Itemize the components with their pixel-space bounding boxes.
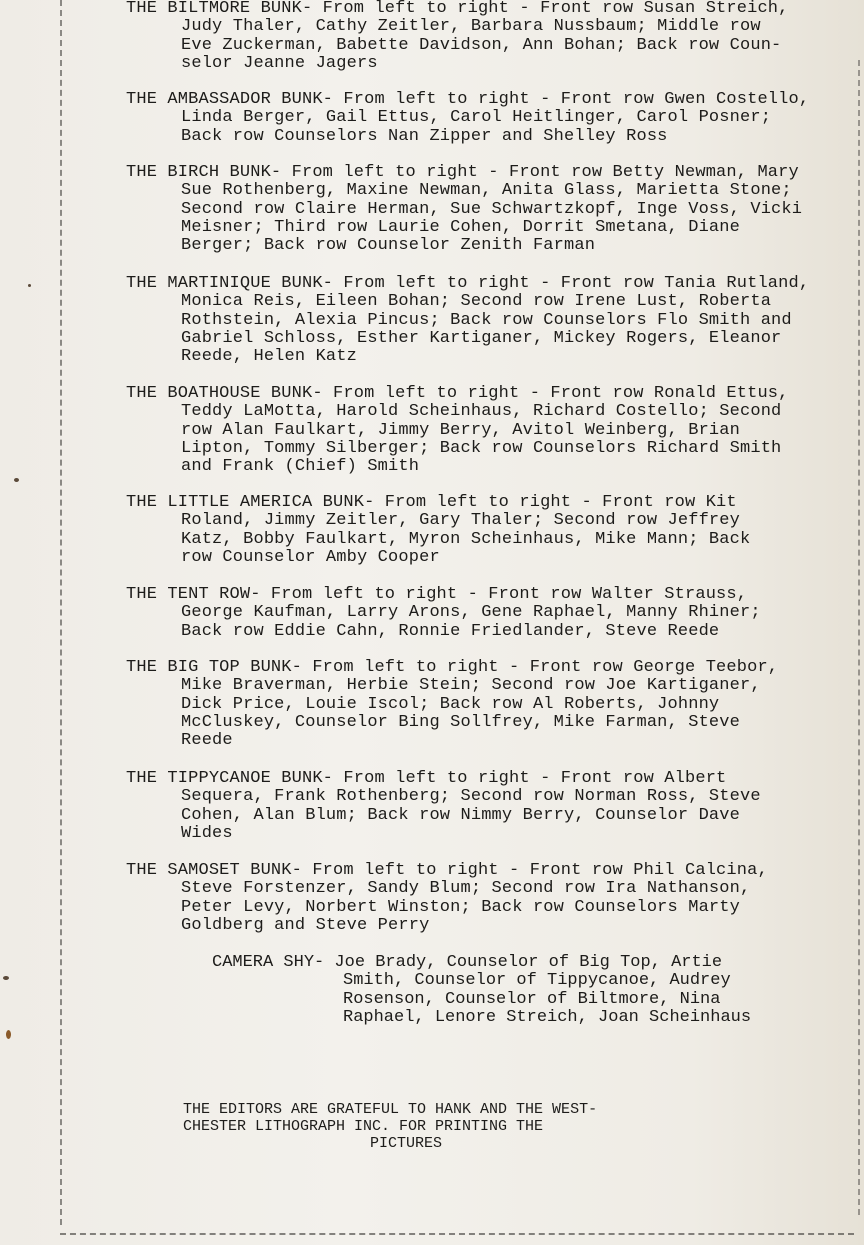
bunk-samoset [126, 862, 856, 935]
paragraph-line: row Alan Faulkart, Jimmy Berry, Avitol Weinberg, Brian [181, 420, 740, 440]
bunk-biltmore [126, 0, 856, 73]
paragraph-line: THE LITTLE AMERICA BUNK- From left to right - Front row Kit [126, 493, 737, 512]
left-dashed-border [60, 0, 62, 1225]
paragraph-line: Sequera, Frank Rothenberg; Second row Norman Ross, Steve [181, 787, 761, 807]
printing-credit [183, 1101, 803, 1152]
paragraph-line: Rothstein, Alexia Pincus; Back row Counselors Flo Smith and [181, 310, 792, 330]
paragraph-line: Reede, Helen Katz [181, 347, 357, 367]
camera-shy-section [212, 954, 832, 1027]
paragraph-line: PICTURES [370, 1135, 443, 1152]
paragraph-line: Roland, Jimmy Zeitler, Gary Thaler; Second row Jeffrey [181, 511, 740, 531]
paragraph-line: Teddy LaMotta, Harold Scheinhaus, Richard Costello; Second [181, 402, 782, 422]
paragraph-line: Lipton, Tommy Silberger; Back row Counselors Richard Smith [181, 438, 782, 458]
paragraph-line: selor Jeanne Jagers [181, 53, 378, 73]
paragraph-line: McCluskey, Counselor Bing Sollfrey, Mike Farman, Steve [181, 712, 740, 732]
paragraph-line: Second row Claire Herman, Sue Schwartzkopf, Inge Voss, Vicki [181, 199, 803, 219]
bunk-tent-row [126, 586, 856, 641]
paragraph-line: THE MARTINIQUE BUNK- From left to right - Front row Tania Rutland, [126, 274, 810, 293]
paragraph-line: Back row Counselors Nan Zipper and Shelley Ross [181, 126, 668, 146]
paragraph-line: Eve Zuckerman, Babette Davidson, Ann Bohan; Back row Coun- [181, 35, 782, 55]
paragraph-line: Dick Price, Louie Iscol; Back row Al Roberts, Johnny [181, 694, 720, 714]
bunk-birch [126, 164, 856, 255]
paragraph-line: Judy Thaler, Cathy Zeitler, Barbara Nussbaum; Middle row [181, 17, 761, 37]
paragraph-line: Raphael, Lenore Streich, Joan Scheinhaus [343, 1007, 752, 1027]
paragraph-line: THE TENT ROW- From left to right - Front row Walter Strauss, [126, 585, 748, 604]
paragraph-line: CAMERA SHY- Joe Brady, Counselor of Big Top, Artie [212, 953, 723, 972]
paragraph-line: THE AMBASSADOR BUNK- From left to right - Front row Gwen Costello, [126, 90, 810, 109]
bunk-ambassador [126, 91, 856, 146]
paragraph-line: Mike Braverman, Herbie Stein; Second row Joe Kartiganer, [181, 676, 761, 696]
bunk-martinique [126, 275, 856, 366]
bunk-boathouse [126, 385, 856, 476]
paragraph-line: Meisner; Third row Laurie Cohen, Dorrit Smetana, Diane [181, 217, 740, 237]
paragraph-line: Reede [181, 731, 233, 751]
paragraph-line: Wides [181, 823, 233, 843]
paragraph-line: Smith, Counselor of Tippycanoe, Audrey [343, 971, 731, 991]
paragraph-line: Back row Eddie Cahn, Ronnie Friedlander, Steve Reede [181, 621, 720, 641]
paragraph-line: George Kaufman, Larry Arons, Gene Raphael, Manny Rhiner; [181, 603, 761, 623]
bottom-dashed-border [60, 1233, 854, 1235]
right-dashed-border [858, 60, 860, 1215]
paragraph-line: THE BIRCH BUNK- From left to right - Front row Betty Newman, Mary [126, 163, 799, 182]
paragraph-line: Goldberg and Steve Perry [181, 915, 430, 935]
paragraph-line: row Counselor Amby Cooper [181, 547, 440, 567]
paragraph-line: Monica Reis, Eileen Bohan; Second row Irene Lust, Roberta [181, 292, 772, 312]
ink-speck [6, 1030, 11, 1039]
paragraph-line: THE EDITORS ARE GRATEFUL TO HANK AND THE WEST- [183, 1101, 598, 1118]
paragraph-line: CHESTER LITHOGRAPH INC. FOR PRINTING THE [183, 1118, 544, 1135]
bunk-tippycanoe [126, 770, 856, 843]
paragraph-line: Cohen, Alan Blum; Back row Nimmy Berry, Counselor Dave [181, 805, 740, 825]
paragraph-line: Gabriel Schloss, Esther Kartiganer, Mickey Rogers, Eleanor [181, 328, 782, 348]
paragraph-line: Steve Forstenzer, Sandy Blum; Second row Ira Nathanson, [181, 879, 751, 899]
ink-speck [28, 284, 31, 287]
bunk-little-america [126, 494, 856, 567]
paragraph-line: and Frank (Chief) Smith [181, 457, 420, 477]
paragraph-line: THE BILTMORE BUNK- From left to right - Front row Susan Streich, [126, 0, 789, 18]
paragraph-line: Berger; Back row Counselor Zenith Farman [181, 236, 596, 256]
paragraph-line: THE BOATHOUSE BUNK- From left to right - Front row Ronald Ettus, [126, 384, 789, 403]
ink-speck [14, 478, 19, 482]
paragraph-line: Linda Berger, Gail Ettus, Carol Heitlinger, Carol Posner; [181, 108, 772, 128]
paragraph-line: THE TIPPYCANOE BUNK- From left to right - Front row Albert [126, 769, 727, 788]
paragraph-line: Sue Rothenberg, Maxine Newman, Anita Glass, Marietta Stone; [181, 181, 792, 201]
ink-speck [3, 976, 9, 980]
paragraph-line: Rosenson, Counselor of Biltmore, Nina [343, 989, 721, 1009]
paragraph-line: Peter Levy, Norbert Winston; Back row Counselors Marty [181, 897, 740, 917]
bunk-big-top [126, 659, 856, 750]
paragraph-line: THE SAMOSET BUNK- From left to right - Front row Phil Calcina, [126, 861, 768, 880]
paragraph-line: THE BIG TOP BUNK- From left to right - Front row George Teebor, [126, 658, 779, 677]
paragraph-line: Katz, Bobby Faulkart, Myron Scheinhaus, Mike Mann; Back [181, 529, 751, 549]
